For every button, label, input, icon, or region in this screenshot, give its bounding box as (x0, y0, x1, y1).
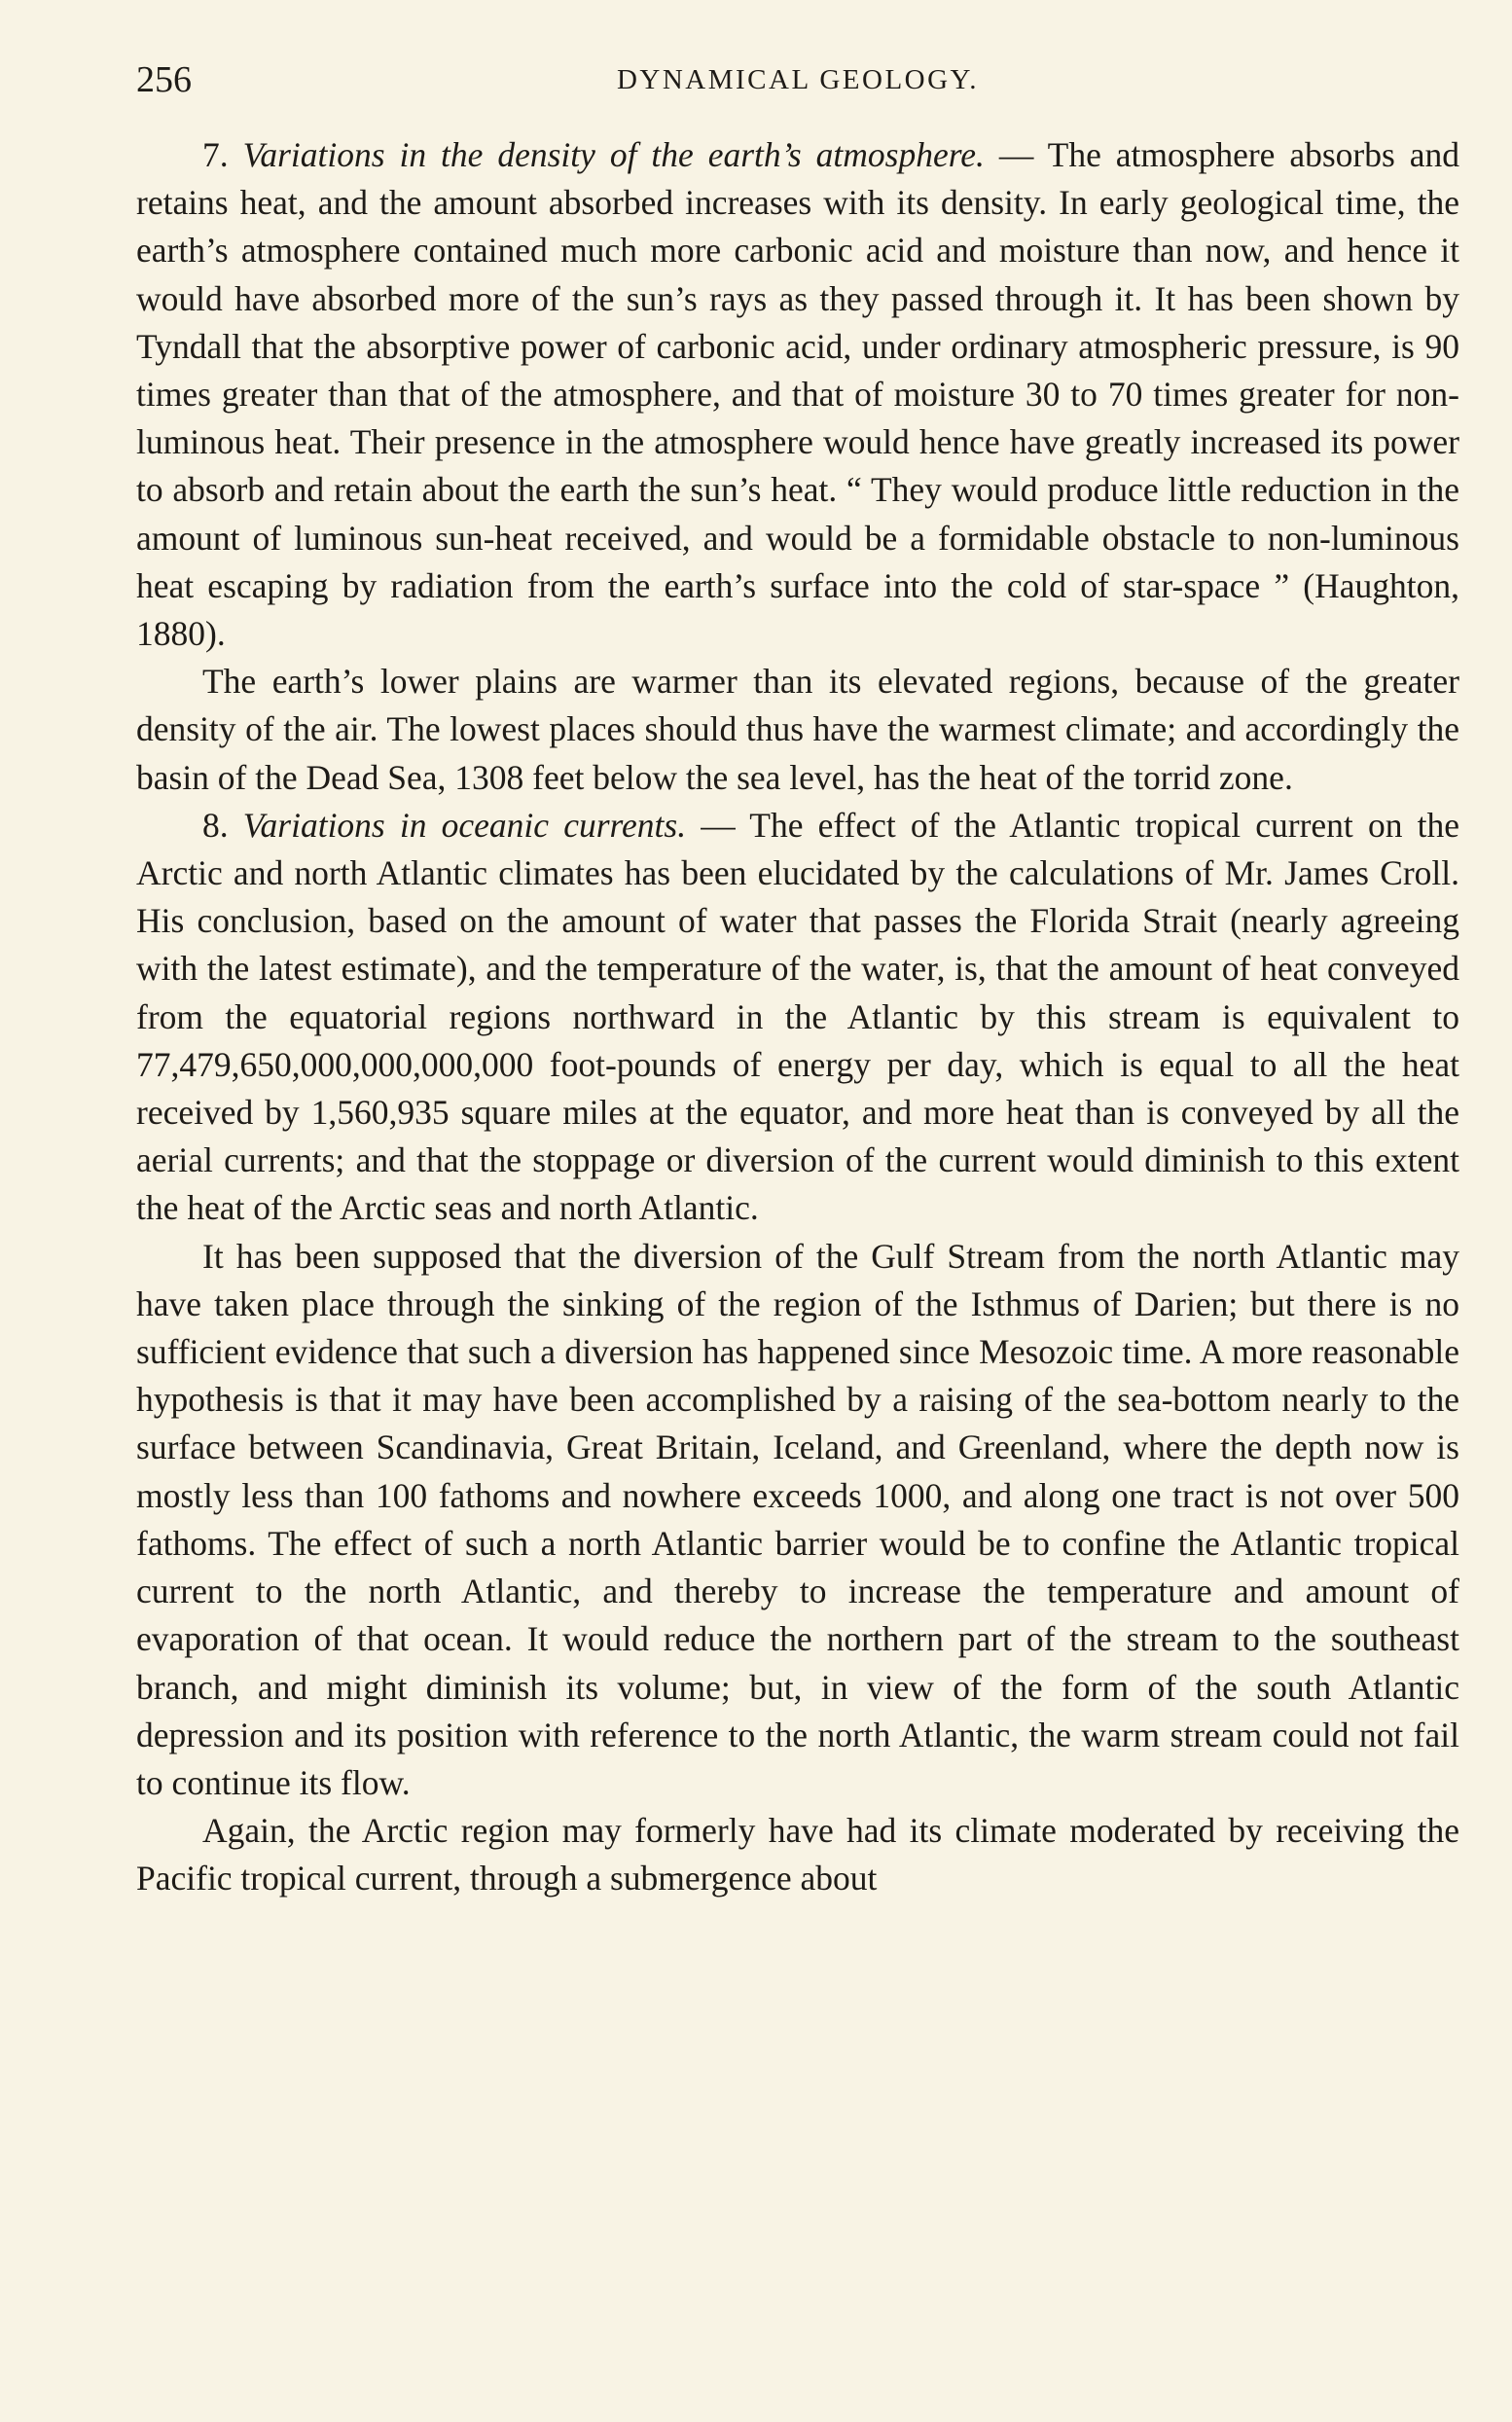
paragraph-text: Again, the Arctic region may formerly have had its climate moderated by receiving the Pacific tropical current, through a submergence about (136, 1811, 1459, 1898)
paragraph-text: — The effect of the Atlantic tropical current on the Arctic and north Atlantic climates has been elucidated by the calculations of Mr. James Croll. His conclusion, based on the amount of water that passes the Florida Strait (nearly agreeing with the latest estimate), and the temperature of the water, is, that the amount of heat conveyed from the equatorial regions northward in the Atlantic by this stream is equivalent to 77,479,650,000,000,000,000 foot-pounds of energy per day, which is equal to all the heat received by 1,560,935 square miles at the equator, and more heat than is conveyed by all the aerial currents; and that the stoppage or diversion of the current would diminish to this extent the heat of the Arctic seas and north Atlantic. (136, 805, 1459, 1228)
paragraph-oceanic-currents (136, 802, 1459, 1233)
paragraph-arctic-region (136, 1807, 1459, 1902)
paragraph-gulf-stream (136, 1233, 1459, 1807)
paragraph-atmosphere-density (136, 131, 1459, 658)
paragraph-text: The earth’s lower plains are warmer than its elevated regions, because of the greater density of the air. The lowest places should thus have the warmest climate; and accordingly the basin of the Dead Sea, 1308 feet below the sea level, has the heat of the torrid zone. (136, 662, 1459, 797)
page-number: 256 (136, 59, 192, 100)
running-title: DYNAMICAL GEOLOGY. (616, 64, 980, 95)
paragraph-text: — The atmosphere absorbs and retains heat, and the amount absorbed increases with its density. In early geological time, the earth’s atmosphere contained much more carbonic acid and moisture than now, and hence it would have absorbed more of the sun’s rays as they passed through it. It has been shown by Tyndall that the absorptive power of carbonic acid, under ordinary atmospheric pressure, is 90 times greater than that of the atmosphere, and that of moisture 30 to 70 times greater for non-luminous heat. Their presence in the atmosphere would hence have greatly increased its power to absorb and retain about the earth the sun’s heat. “ They would produce little reduction in the amount of luminous sun-heat received, and would be a formidable obstacle to non-luminous heat escaping by radiation from the earth’s surface into the cold of star-space ” (Haughton, 1880). (136, 135, 1460, 654)
running-head (136, 51, 1459, 109)
section-heading: Variations in oceanic currents. (242, 805, 687, 845)
section-heading: Variations in the density of the earth’s atmosphere. (242, 135, 985, 174)
paragraph-lower-plains (136, 658, 1459, 802)
body-text (136, 131, 1459, 1903)
paragraph-text: It has been supposed that the diversion of the Gulf Stream from the north Atlantic may have taken place through the sinking of the region of the Isthmus of Darien; but there is no sufficient evidence that such a diversion has happened since Mesozoic time. A more reasonable hypothesis is that it may have been accomplished by a raising of the sea-bottom nearly to the surface between Scandinavia, Great Britain, Iceland, and Greenland, where the depth now is mostly less than 100 fathoms and nowhere exceeds 1000, and along one tract is not over 500 fathoms. The effect of such a north Atlantic barrier would be to confine the Atlantic tropical current to the north Atlantic, and thereby to increase the temperature and amount of evaporation of that ocean. It would reduce the northern part of the stream to the southeast branch, and might diminish its volume; but, in view of the form of the south Atlantic depression and its position with reference to the north Atlantic, the warm stream could not fail to continue its flow. (136, 1236, 1459, 1802)
section-number: 7. (202, 135, 243, 174)
section-number: 8. (202, 805, 243, 845)
